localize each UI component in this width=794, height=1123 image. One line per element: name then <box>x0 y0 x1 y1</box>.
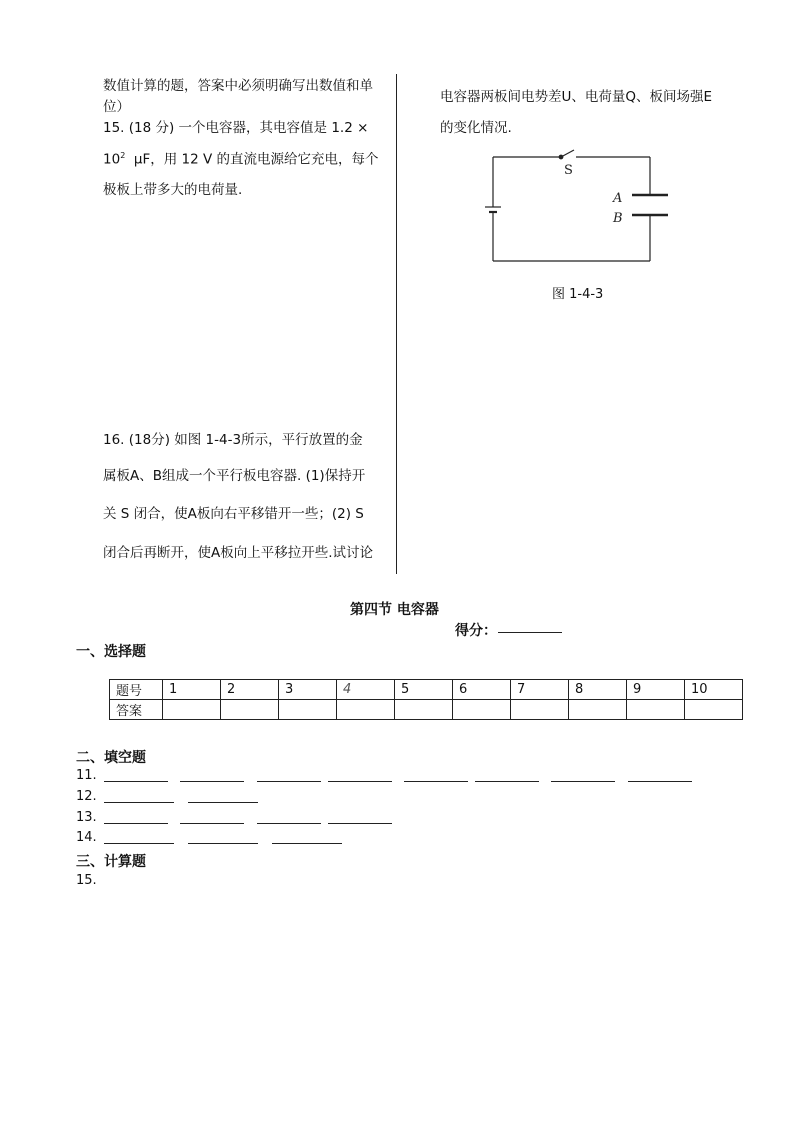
fill-blank[interactable] <box>628 781 692 782</box>
q16-line-3: 关 S 闭合，使A板向右平移错开一些；(2) S <box>103 506 364 522</box>
answer-cell[interactable] <box>279 700 337 720</box>
q16-line-2: 属板A、B组成一个平行板电容器. (1)保持开 <box>103 468 366 484</box>
fill-blank[interactable] <box>104 802 174 803</box>
fill-number-13: 13. <box>76 810 97 825</box>
fill-blank[interactable] <box>104 843 174 844</box>
answer-cell[interactable] <box>569 700 627 720</box>
question-number-cell: 7 <box>511 680 569 700</box>
score-label: 得分： <box>455 623 497 639</box>
fill-number-12: 12. <box>76 789 97 804</box>
question-number-cell: 2 <box>221 680 279 700</box>
row-header-answer: 答案 <box>110 700 163 720</box>
fill-blank[interactable] <box>188 802 258 803</box>
part1-title: 一、选择题 <box>76 644 146 660</box>
fill-blank[interactable] <box>180 823 244 824</box>
fill-blank[interactable] <box>272 843 342 844</box>
q15-line-2 <box>103 152 379 167</box>
answer-cell[interactable] <box>395 700 453 720</box>
answer-cell[interactable] <box>511 700 569 720</box>
calc-number-15: 15. <box>76 873 97 888</box>
question-number-cell: 10 <box>685 680 743 700</box>
fill-blank[interactable] <box>328 823 392 824</box>
q15-line-2-rest: μF，用 12 V 的直流电源给它充电，每个 <box>125 151 379 168</box>
q16-line-1: 16. (18分) 如图 1-4-3所示，平行放置的金 <box>103 432 363 448</box>
fill-blank[interactable] <box>404 781 468 782</box>
question-number-cell: 4 <box>337 680 395 700</box>
question-number-cell: 1 <box>163 680 221 700</box>
fill-blank[interactable] <box>188 843 258 844</box>
part3-title: 三、计算题 <box>76 854 146 870</box>
switch-label: S <box>564 163 573 178</box>
q15-line-3: 极板上带多大的电荷量. <box>103 182 243 198</box>
fill-blank[interactable] <box>328 781 392 782</box>
question-number-cell: 6 <box>453 680 511 700</box>
switch-blade <box>561 150 574 157</box>
plate-a-label: A <box>613 191 623 206</box>
question-number-cell: 9 <box>627 680 685 700</box>
q16-line-4: 闭合后再断开，使A板向上平移拉开些.试讨论 <box>103 545 374 561</box>
circuit-diagram <box>480 145 680 270</box>
intro-line-1: 数值计算的题，答案中必须明确写出数值和单 <box>103 78 373 94</box>
answer-cell[interactable] <box>685 700 743 720</box>
answer-table <box>109 679 743 720</box>
fill-blank[interactable] <box>104 781 168 782</box>
table-row <box>110 680 743 700</box>
question-number-cell: 5 <box>395 680 453 700</box>
plate-b-label: B <box>613 211 623 226</box>
intro-line-2: 位） <box>103 99 130 115</box>
answer-cell[interactable] <box>337 700 395 720</box>
q15-line-1: 15. (18 分) 一个电容器，其电容值是 1.2 × <box>103 120 369 136</box>
answer-cell[interactable] <box>163 700 221 720</box>
answer-cell[interactable] <box>221 700 279 720</box>
right-line-1: 电容器两板间电势差U、电荷量Q、板间场强E <box>440 89 713 105</box>
row-header-number: 题号 <box>110 680 163 700</box>
fill-blank[interactable] <box>180 781 244 782</box>
fill-blank[interactable] <box>104 823 168 824</box>
q15-power-base: 10 <box>103 151 121 168</box>
score-blank[interactable] <box>498 632 562 633</box>
answer-cell[interactable] <box>453 700 511 720</box>
fill-blank[interactable] <box>551 781 615 782</box>
fill-blank[interactable] <box>257 823 321 824</box>
question-number-cell: 3 <box>279 680 337 700</box>
table-row <box>110 700 743 720</box>
fill-number-14: 14. <box>76 830 97 845</box>
fill-blank[interactable] <box>475 781 539 782</box>
figure-caption: 图 1-4-3 <box>552 287 604 302</box>
fill-blank[interactable] <box>257 781 321 782</box>
column-divider <box>396 74 397 574</box>
question-number-cell: 8 <box>569 680 627 700</box>
fill-number-11: 11. <box>76 768 97 783</box>
q15-power-exponent: 2 <box>120 151 126 160</box>
answer-cell[interactable] <box>627 700 685 720</box>
right-line-2: 的变化情况. <box>440 120 512 136</box>
part2-title: 二、填空题 <box>76 750 146 766</box>
section-title: 第四节 电容器 <box>350 602 439 618</box>
